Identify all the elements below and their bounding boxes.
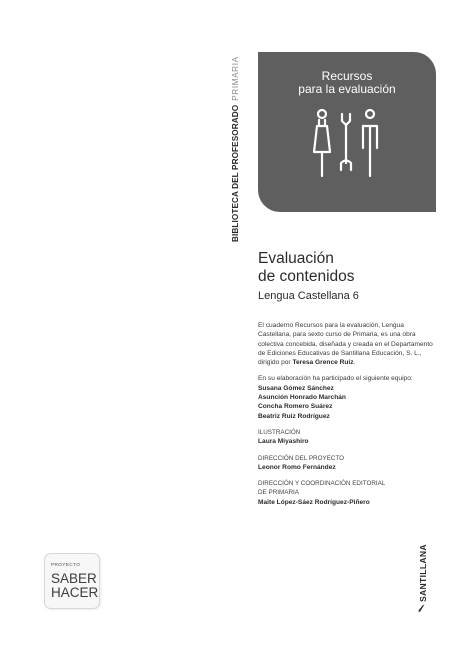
- logo-line2: HACER: [51, 585, 99, 600]
- project-block: [258, 454, 434, 473]
- logo-line1: SABER: [51, 571, 97, 586]
- team-block: [258, 374, 434, 420]
- card-title: [258, 70, 436, 96]
- editorial-name: Maite López-Sáez Rodríguez-Piñero: [258, 498, 370, 506]
- illustration-block: [258, 428, 434, 447]
- team-member: Beatriz Ruiz Rodríguez: [258, 412, 330, 420]
- intro-end: .: [353, 359, 356, 367]
- project-heading: DIRECCIÓN DEL PROYECTO: [258, 454, 345, 462]
- document-title: [258, 250, 355, 286]
- team-member: Asunción Honrado Marchán: [258, 394, 346, 402]
- spine-text: [231, 56, 241, 242]
- team-member: Susana Gómez Sánchez: [258, 384, 334, 392]
- team-member: Concha Romero Suárez: [258, 403, 333, 411]
- spine-bold-text: BIBLIOTECA DEL PROFESORADO: [231, 104, 240, 242]
- project-name: Leonor Romo Fernández: [258, 463, 336, 471]
- card-title-line2: para la evaluación: [298, 82, 396, 96]
- logo-small-text: PROYECTO: [51, 563, 81, 568]
- editorial-block: [258, 479, 434, 507]
- team-heading: En su elaboración ha participado el siguiente equipo:: [258, 375, 413, 383]
- figures-wrench-icon: [310, 108, 386, 180]
- intro-text: El cuaderno Recursos para la evaluación, Lengua Castellana, para sexto curso de Primaria, es una obra colectiva concebida, diseñada y creada en el Departamento de Ediciones Educativas de Santillana Educación, S. L., dirigido por: [258, 322, 433, 367]
- editorial-heading-line2: DE PRIMARIA: [258, 489, 299, 497]
- illustration-heading: ILUSTRACIÓN: [258, 428, 301, 436]
- spine-light-text: PRIMARIA: [231, 56, 240, 101]
- title-line1: Evaluación: [258, 250, 334, 267]
- intro-paragraph: [258, 321, 434, 367]
- publisher-logo: [414, 544, 430, 612]
- subtitle: Lengua Castellana 6: [258, 290, 359, 302]
- illustration-name: Laura Miyashiro: [258, 438, 309, 446]
- saber-hacer-logo: [44, 553, 100, 609]
- editorial-heading-line1: DIRECCIÓN Y COORDINACIÓN EDITORIAL: [258, 480, 386, 488]
- santillana-mark-icon: [417, 604, 426, 613]
- title-line2: de contenidos: [258, 268, 355, 285]
- director-name: Teresa Grence Ruiz: [292, 359, 354, 367]
- card-title-line1: Recursos: [321, 69, 373, 83]
- publisher-name: SANTILLANA: [418, 544, 428, 602]
- spine: [224, 52, 238, 242]
- resource-card: [258, 52, 436, 212]
- credits: [258, 321, 434, 514]
